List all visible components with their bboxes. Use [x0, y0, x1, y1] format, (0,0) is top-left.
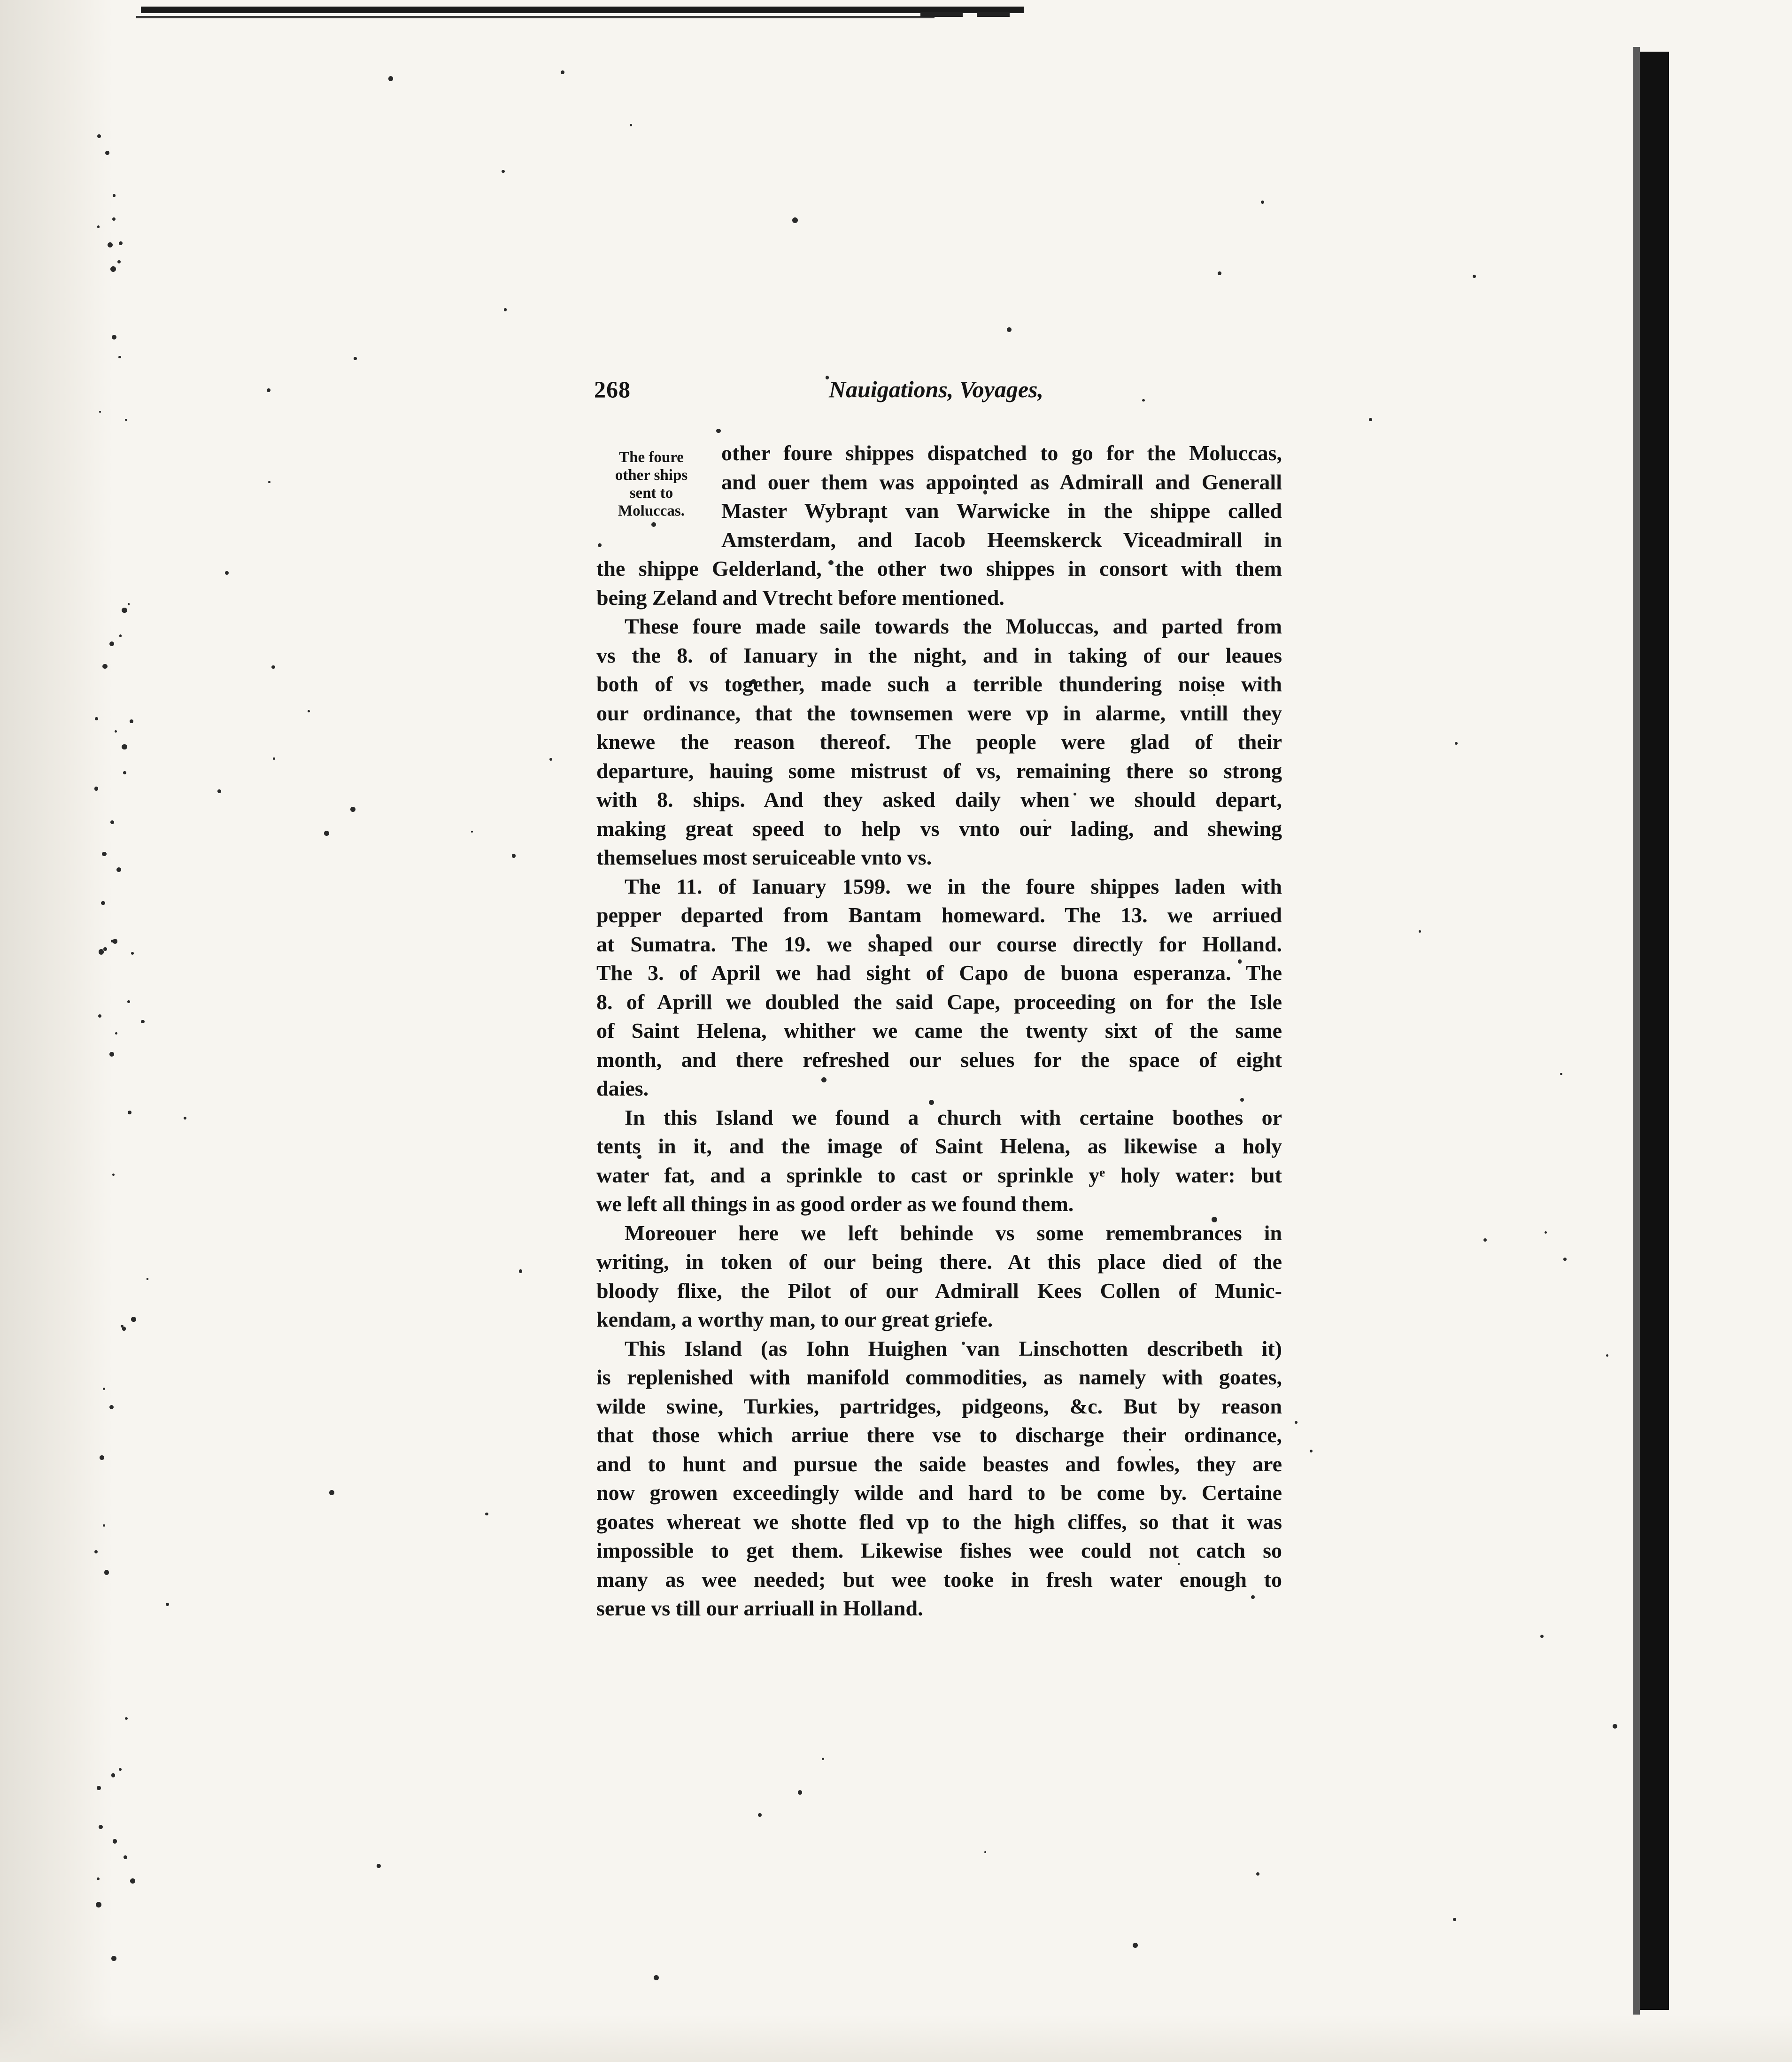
margin-note-line: The foure: [619, 449, 684, 466]
scan-speck: [512, 854, 516, 857]
scan-speck: [1007, 327, 1012, 332]
scan-speck: [112, 335, 116, 340]
text-line: month, and there refreshed our selues for the space of eight: [596, 1047, 1282, 1072]
scan-speck: [131, 1317, 136, 1322]
scan-speck: [128, 1111, 131, 1114]
margin-note-line: sent to: [629, 485, 673, 502]
text-line: vs the 8. of Ianuary in the night, and in taking of our leaues: [596, 643, 1282, 667]
text-line: now growen exceedingly wilde and hard to be come by. Certaine: [596, 1481, 1282, 1505]
scan-speck: [94, 787, 99, 791]
scan-speck: [377, 1864, 381, 1868]
scan-speck: [630, 124, 632, 126]
scan-speck: [99, 949, 104, 955]
scan-speck: [984, 1851, 986, 1853]
scan-speck: [1453, 1918, 1456, 1921]
text-line: Amsterdam, and Iacob Heemskerck Viceadmirall in: [721, 527, 1282, 552]
text-line: goates whereat we shotte fled vp to the high cliffes, so that it was: [596, 1509, 1282, 1534]
text-line: wilde swine, Turkies, partridges, pidgeons, &c. But by reason: [596, 1394, 1282, 1418]
text-line: 8. of Aprill we doubled the said Cape, proceeding on for the Isle: [596, 989, 1282, 1014]
text-line: impossible to get them. Likewise fishes wee could not catch so: [596, 1538, 1282, 1562]
scan-speck: [113, 194, 116, 197]
scan-speck: [225, 571, 229, 575]
scan-speck: [354, 357, 357, 360]
scan-speck: [1560, 1073, 1562, 1075]
top-rule-dash: [920, 12, 963, 17]
scan-speck: [122, 608, 127, 613]
scan-speck: [267, 388, 270, 392]
text-line: and to hunt and pursue the saide beastes and fowles, they are: [596, 1452, 1282, 1476]
text-line: making great speed to help vs vnto our lading, and shewing: [596, 816, 1282, 841]
text-line: the shippe Gelderland, the other two shippes in consort with them: [596, 556, 1282, 580]
scan-speck: [127, 1000, 130, 1003]
scan-speck: [217, 789, 221, 793]
scan-speck: [1455, 742, 1458, 745]
text-line: that those which arriue there vse to discharge their ordinance,: [596, 1423, 1282, 1447]
scan-speck: [119, 634, 122, 637]
running-head: Nauigations, Voyages,: [829, 376, 1044, 402]
text-line: Moreouer here we left behinde vs some remembrances in: [625, 1220, 1282, 1245]
scan-speck: [110, 266, 116, 272]
scan-speck: [1545, 1231, 1547, 1234]
scan-speck: [130, 719, 133, 723]
scan-speck: [654, 1975, 659, 1980]
scan-speck: [102, 664, 107, 669]
scan-speck: [125, 419, 127, 421]
bottom-page-edge: [0, 2015, 1792, 2062]
text-line: In this Island we found a church with certaine boothes or: [625, 1105, 1282, 1129]
page-number: 268: [594, 376, 631, 402]
text-line: many as wee needed; but wee tooke in fresh water enough to: [596, 1567, 1282, 1591]
scan-speck: [96, 1902, 101, 1908]
text-line: The 3. of April we had sight of Capo de buona esperanza. The: [596, 961, 1282, 985]
text-line: at Sumatra. The 19. we shaped our course directly for Holland.: [596, 932, 1282, 956]
scan-speck: [105, 151, 109, 155]
scan-speck: [100, 1455, 104, 1460]
scan-speck: [111, 1956, 116, 1961]
scan-speck: [561, 70, 564, 74]
text-line: of Saint Helena, whither we came the twenty sixt of the same: [596, 1019, 1282, 1043]
text-line: The 11. of Ianuary 1599. we in the foure shippes laden with: [625, 874, 1282, 898]
binding-shadow-edge: [1633, 47, 1640, 2015]
scan-speck: [95, 717, 98, 720]
scan-speck: [97, 1877, 100, 1880]
scan-speck: [822, 1758, 824, 1760]
scan-speck: [1419, 930, 1421, 933]
scan-speck: [1295, 1421, 1298, 1424]
scan-speck: [329, 1490, 334, 1495]
scan-speck: [113, 1839, 117, 1843]
scan-speck: [166, 1603, 169, 1606]
top-rule-thin: [136, 16, 935, 18]
text-line: being Zeland and Vtrecht before mentioned.: [596, 585, 1004, 610]
text-line: bloody flixe, the Pilot of our Admirall Kees Collen of Munic-: [596, 1278, 1282, 1303]
scan-speck: [1369, 418, 1372, 421]
text-line: pepper departed from Bantam homeward. The 13. we arriued: [596, 903, 1282, 927]
binding-shadow: [1640, 52, 1669, 2010]
text-line: departure, hauing some mistrust of vs, remaining there so strong: [596, 758, 1282, 783]
text-line: writing, in token of our being there. At this place died of the: [596, 1250, 1282, 1274]
scan-speck: [519, 1269, 522, 1273]
scan-speck: [119, 241, 123, 245]
scan-speck: [97, 225, 100, 228]
text-line: water fat, and a sprinkle to cast or sprinkle yᵉ holy water: but: [596, 1163, 1282, 1187]
text-line: and ouer them was appointed as Admirall and Generall: [721, 470, 1282, 494]
scan-speck: [798, 1790, 803, 1795]
text-line: tents in it, and the image of Saint Helena, as likewise a holy: [596, 1134, 1282, 1158]
scan-speck: [102, 852, 106, 856]
scan-speck: [119, 1768, 122, 1771]
text-line: This Island (as Iohn Huighen van Linschotten describeth it): [625, 1336, 1282, 1360]
scan-speck: [122, 744, 127, 749]
scan-speck: [271, 665, 275, 669]
scan-speck: [99, 1825, 103, 1829]
scan-speck: [128, 603, 130, 605]
margin-note-line: other ships: [615, 467, 688, 484]
text-line: daies.: [596, 1076, 649, 1100]
scan-speck: [485, 1513, 488, 1515]
scan-speck: [716, 429, 720, 433]
text-line: other foure shippes dispatched to go for the Moluccas,: [721, 441, 1282, 465]
scan-speck: [308, 710, 310, 712]
scan-speck: [101, 901, 105, 905]
scan-speck: [1563, 1258, 1567, 1261]
scan-speck: [268, 481, 270, 483]
scan-speck: [97, 1786, 101, 1790]
scan-speck: [1142, 399, 1145, 402]
scan-speck: [115, 730, 117, 733]
scan-speck: [131, 952, 134, 955]
text-line: our ordinance, that the townsemen were vp in alarme, vntill they: [596, 701, 1282, 725]
text-line: both of vs together, made such a terrible thundering noise with: [596, 672, 1282, 696]
scan-speck: [324, 831, 329, 836]
scan-speck: [1261, 201, 1264, 204]
text-line: Master Wybrant van Warwicke in the shippe called: [721, 499, 1282, 523]
scan-speck: [792, 217, 798, 223]
text-line: with 8. ships. And they asked daily when we should depart,: [596, 788, 1282, 811]
text-line: These foure made saile towards the Moluccas, and parted from: [625, 614, 1282, 638]
text-line: kendam, a worthy man, to our great griefe.: [596, 1307, 993, 1331]
text-line: themselues most seruiceable vnto vs.: [596, 845, 932, 869]
top-rule-dash: [977, 12, 1010, 17]
scan-speck: [99, 411, 101, 413]
scan-speck: [502, 170, 505, 173]
scan-speck: [123, 771, 126, 774]
top-rule: [141, 7, 1024, 13]
text-line: knewe the reason thereof. The people were glad of their: [596, 730, 1282, 754]
body-text: [596, 439, 1282, 1623]
scan-speck: [109, 1052, 114, 1057]
text-line: serue vs till our arriuall in Holland.: [596, 1596, 923, 1620]
margin-note-line: Moluccas.: [618, 502, 685, 519]
scan-speck: [112, 217, 116, 221]
text-line: we left all things in as good order as we found them.: [596, 1192, 1074, 1216]
text-line: is replenished with manifold commodities, as namely with goates,: [596, 1365, 1282, 1389]
left-page-edge: [0, 0, 113, 2062]
scan-speck: [1613, 1724, 1617, 1729]
